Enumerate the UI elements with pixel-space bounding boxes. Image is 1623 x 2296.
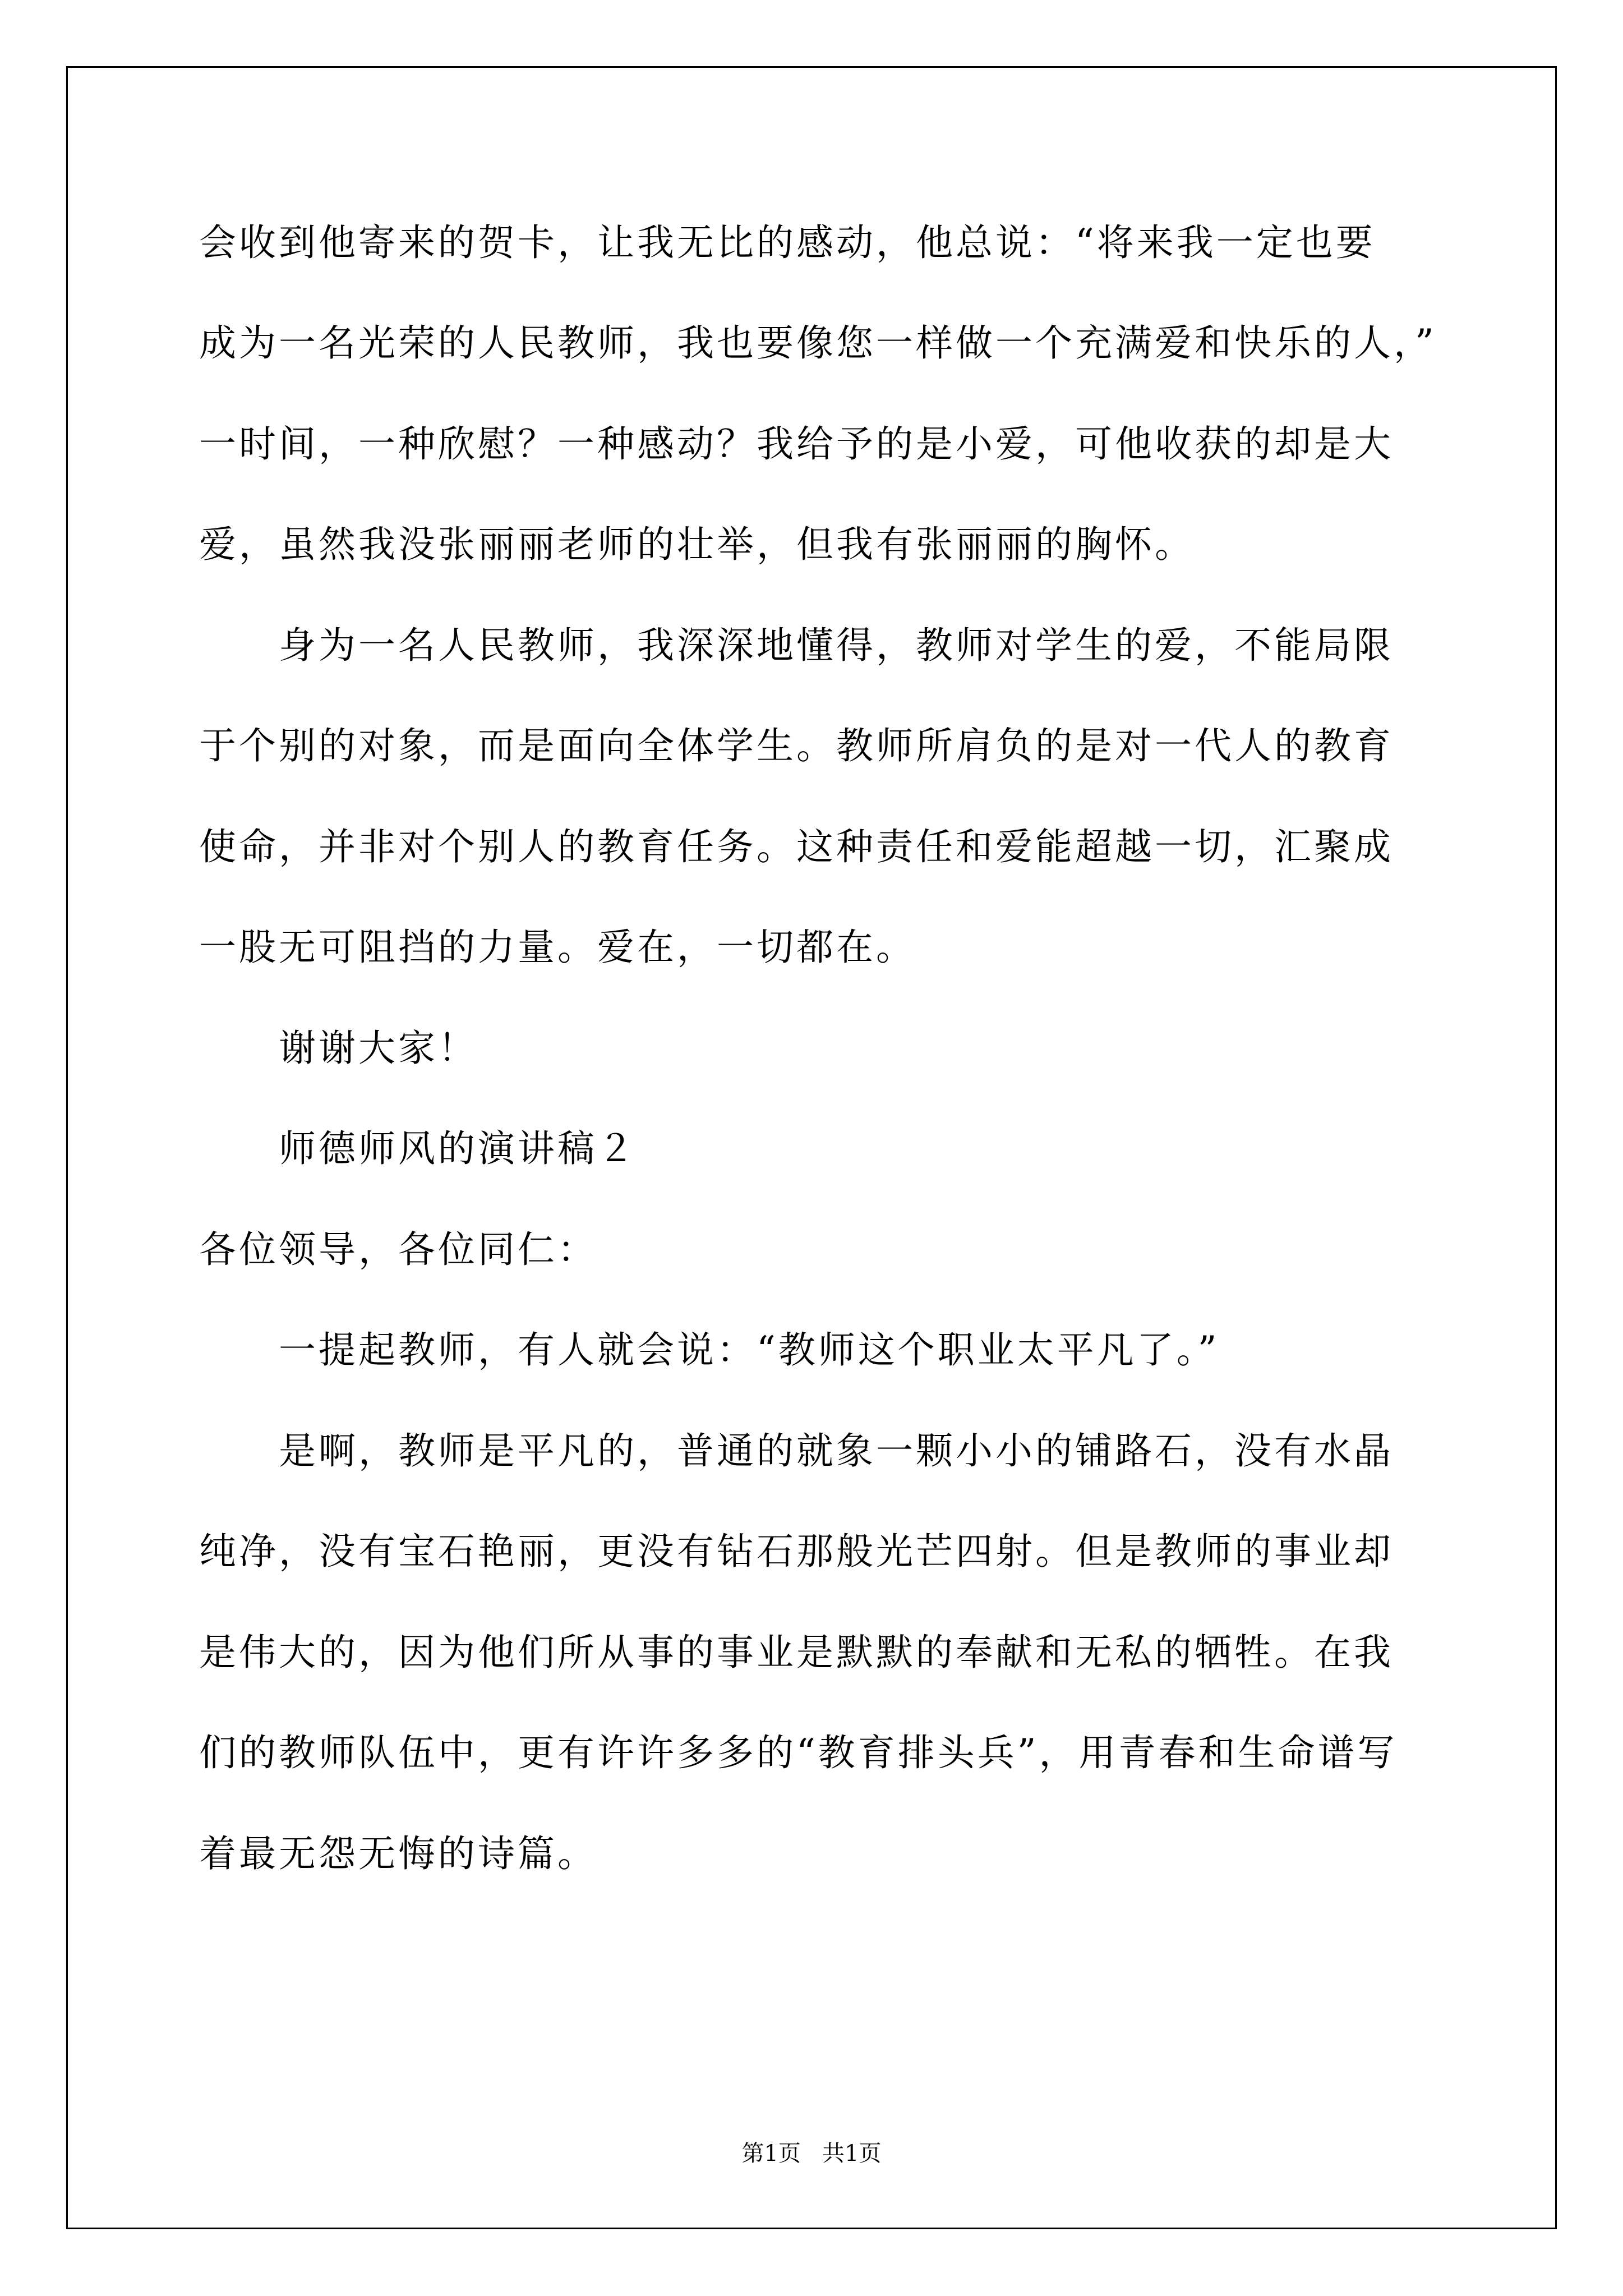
closing-thanks: 谢谢大家！: [279, 1027, 478, 1070]
text-line-16: 们的教师队伍中，更有许许多多的“教育排头兵”，用青春和生命谱写: [199, 1731, 1398, 1774]
text-line-3: 一时间，一种欣慰？一种感动？我给予的是小爱，可他收获的却是大: [199, 422, 1394, 466]
text-line-5: 身为一名人民教师，我深深地懂得，教师对学生的爱，不能局限: [279, 624, 1394, 667]
text-line-1: 会收到他寄来的贺卡，让我无比的感动，他总说：“将来我一定也要: [199, 221, 1376, 264]
text-line-12: 一提起教师，有人就会说：“教师这个职业太平凡了。”: [279, 1328, 1220, 1372]
text-line-7: 使命，并非对个别人的教育任务。这种责任和爱能超越一切，汇聚成: [199, 825, 1394, 868]
text-line-6: 于个别的对象，而是面向全体学生。教师所肩负的是对一代人的教育: [199, 724, 1394, 767]
text-line-15: 是伟大的，因为他们所从事的事业是默默的奉献和无私的牺牲。在我: [199, 1631, 1394, 1674]
section-title: 师德师风的演讲稿２: [279, 1127, 637, 1170]
salutation: 各位领导，各位同仁：: [199, 1228, 597, 1271]
text-line-8: 一股无可阻挡的力量。爱在，一切都在。: [199, 926, 916, 969]
text-line-4: 爱，虽然我没张丽丽老师的壮举，但我有张丽丽的胸怀。: [199, 523, 1195, 566]
text-line-13: 是啊，教师是平凡的，普通的就象一颗小小的铺路石，没有水晶: [279, 1429, 1394, 1473]
text-line-2: 成为一名光荣的人民教师，我也要像您一样做一个充满爱和快乐的人，”: [199, 321, 1437, 365]
text-line-17: 着最无怨无悔的诗篇。: [199, 1832, 597, 1875]
page-footer: 第1页 共1页: [741, 2141, 882, 2166]
text-line-14: 纯净，没有宝石艳丽，更没有钻石那般光芒四射。但是教师的事业却: [199, 1530, 1394, 1573]
